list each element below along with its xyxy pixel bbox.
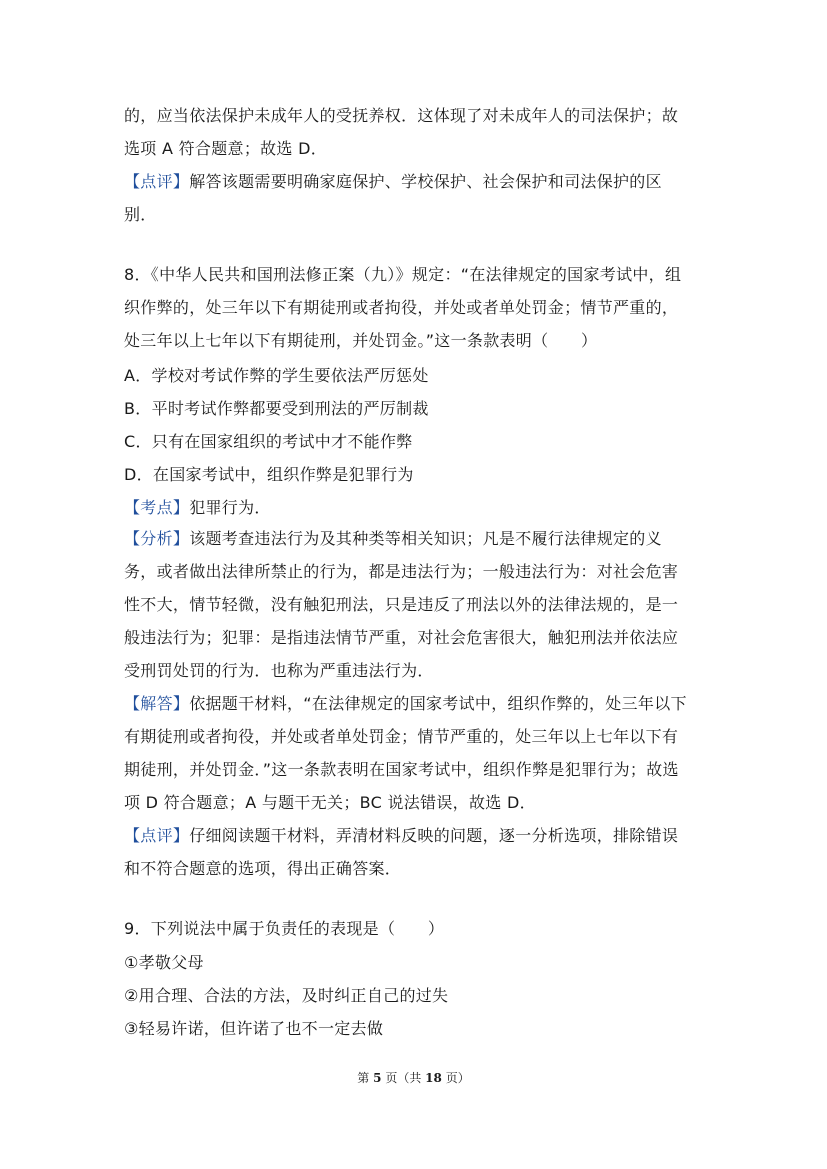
- text-line: 务，或者做出法律所禁止的行为，都是违法行为；一般违法行为：对社会危害: [124, 562, 679, 581]
- list-item: ③轻易许诺，但许诺了也不一定去做: [124, 1019, 384, 1038]
- comment-text: 仔细阅读题干材料，弄清材料反映的问题，逐一分析选项，排除错误: [189, 826, 679, 845]
- analysis-tag: 【分析】: [124, 529, 190, 548]
- answer-paragraph: [124, 693, 687, 715]
- option-a: A．学校对考试作弊的学生要依法严厉惩处: [124, 366, 429, 385]
- text-line: 处三年以上七年以下有期徒刑，并处罚金。”这一条款表明（ ）: [124, 331, 598, 350]
- option-b: B．平时考试作弊都要受到刑法的严厉制裁: [124, 399, 429, 418]
- text-line: 选项 A 符合题意；故选 D．: [124, 139, 328, 158]
- answer-tag: 【解答】: [124, 694, 190, 713]
- comment-tag: 【点评】: [124, 826, 190, 845]
- comment-paragraph: [124, 825, 678, 847]
- comment-text: 解答该题需要明确家庭保护、学校保护、社会保护和司法保护的区: [189, 172, 662, 191]
- question-8-stem: 8．《中华人民共和国刑法修正案（九）》规定：“在法律规定的国家考试中，组: [124, 265, 682, 284]
- text-line: 期徒刑，并处罚金．”这一条款表明在国家考试中，组织作弊是犯罪行为；故选: [124, 760, 679, 779]
- point-text: 犯罪行为．: [189, 498, 271, 517]
- text-line: 性不大，情节轻微，没有触犯刑法，只是违反了刑法以外的法律法规的，是一: [124, 595, 679, 614]
- list-item: ①孝敬父母: [124, 953, 204, 972]
- comment-tag: 【点评】: [124, 172, 190, 191]
- comment-paragraph: [124, 171, 662, 193]
- page-footer: 第 5 页（共 18 页）: [357, 1071, 470, 1085]
- point-paragraph: [124, 497, 271, 519]
- text-line: 项 D 符合题意；A 与题干无关；BC 说法错误，故选 D．: [124, 793, 536, 812]
- total-pages: 18: [425, 1071, 442, 1085]
- text-line: 般违法行为；犯罪：是指违法情节严重，对社会危害很大，触犯刑法并依法应: [124, 628, 679, 647]
- page-number: 5: [373, 1071, 382, 1085]
- text-line: 受刑罚处罚的行为．也称为严重违法行为．: [124, 661, 434, 680]
- text-line: 和不符合题意的选项，得出正确答案．: [124, 859, 402, 878]
- option-c: C．只有在国家组织的考试中才不能作弊: [124, 432, 413, 451]
- question-9-stem: 9．下列说法中属于负责任的表现是（ ）: [124, 919, 445, 938]
- analysis-paragraph: [124, 528, 662, 550]
- option-d: D．在国家考试中，组织作弊是犯罪行为: [124, 465, 414, 484]
- analysis-text: 该题考查违法行为及其种类等相关知识；凡是不履行法律规定的义: [189, 529, 662, 548]
- point-tag: 【考点】: [124, 498, 190, 517]
- text-line: 织作弊的，处三年以下有期徒刑或者拘役，并处或者单处罚金；情节严重的，: [124, 298, 679, 317]
- text-line: 有期徒刑或者拘役，并处或者单处罚金；情节严重的，处三年以上七年以下有: [124, 727, 679, 746]
- text-line: 别．: [124, 205, 157, 224]
- text-line: 的，应当依法保护未成年人的受抚养权．这体现了对未成年人的司法保护；故: [124, 106, 679, 125]
- answer-text: 依据题干材料，“在法律规定的国家考试中，组织作弊的，处三年以下: [189, 694, 687, 713]
- list-item: ②用合理、合法的方法，及时纠正自己的过失: [124, 986, 449, 1005]
